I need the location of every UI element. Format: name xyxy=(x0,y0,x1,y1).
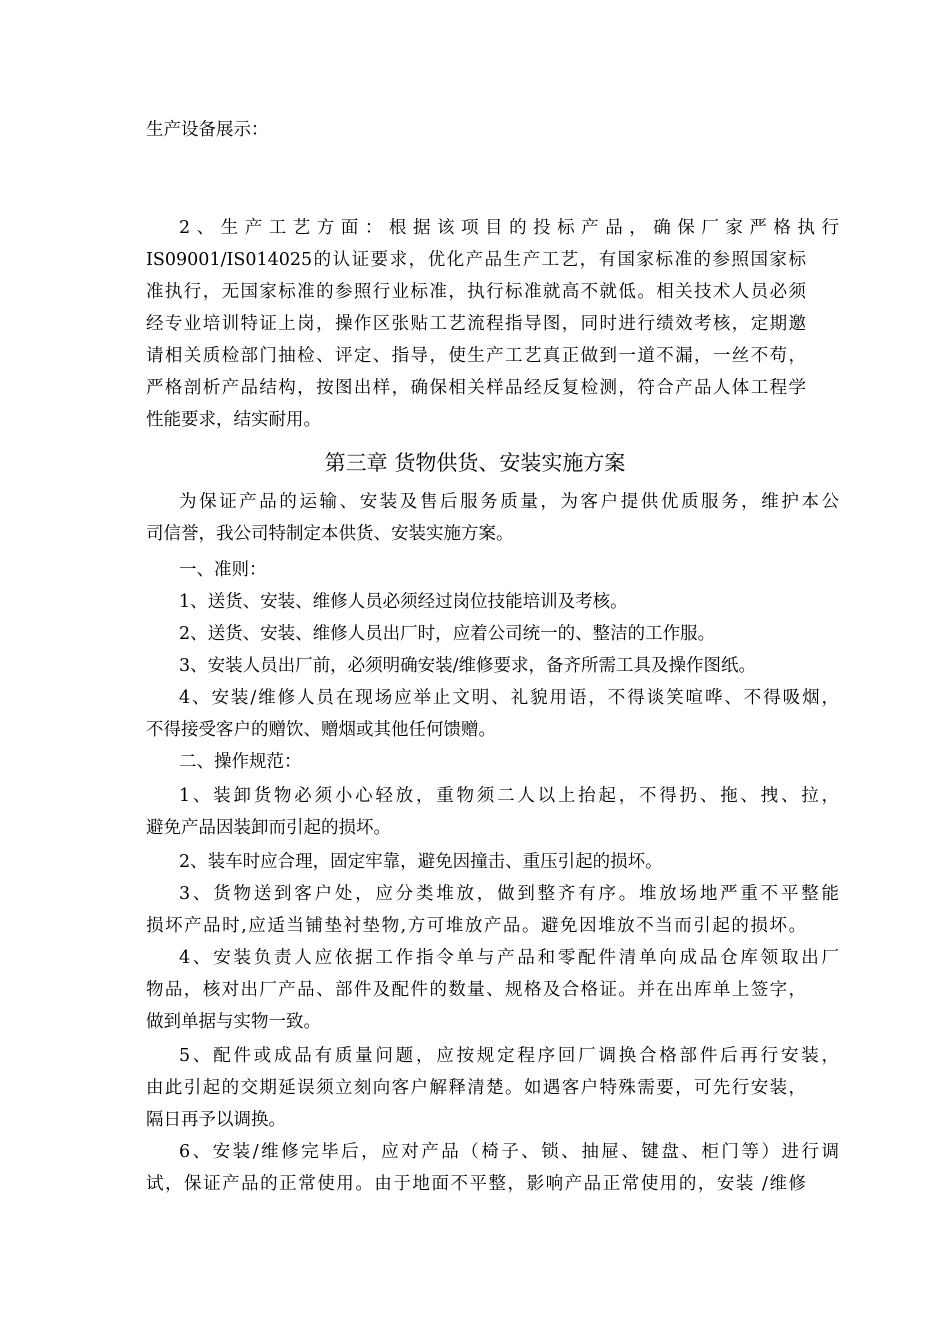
section-heading: 二、操作规范： xyxy=(179,752,302,772)
list-item: 4、安装负责人应依据工作指令单与产品和零配件清单向成品仓库领取出厂 xyxy=(179,948,839,968)
paragraph-line: 严格剖析产品结构，按图出样，确保相关样品经反复检测，符合产品人体工程学 xyxy=(146,378,806,398)
paragraph-line: 请相关质检部门抽检、评定、指导，使生产工艺真正做到一道不漏，一丝不苟， xyxy=(146,346,806,366)
list-item-continuation: 做到单据与实物一致。 xyxy=(146,1012,321,1032)
paragraph-line: 性能要求，结实耐用。 xyxy=(146,410,321,430)
list-item-continuation: 隔日再予以调换。 xyxy=(146,1110,286,1130)
list-item: 1、送货、安装、维修人员必须经过岗位技能培训及考核。 xyxy=(179,592,628,612)
list-item: 1、装卸货物必须小心轻放，重物须二人以上抬起，不得扔、拖、拽、拉， xyxy=(179,786,839,806)
list-item: 3、货物送到客户处，应分类堆放，做到整齐有序。堆放场地严重不平整能 xyxy=(179,884,839,904)
list-item: 2、送货、安装、维修人员出厂时，应着公司统一的、整洁的工作服。 xyxy=(179,624,716,644)
section-heading: 一、准则： xyxy=(179,560,267,580)
list-item-continuation: 避免产品因装卸而引起的损坏。 xyxy=(146,818,391,838)
list-item-continuation: 物品，核对出厂产品、部件及配件的数量、规格及合格证。并在出库单上签字， xyxy=(146,980,806,1000)
paragraph-line: 经专业培训特证上岗，操作区张贴工艺流程指导图，同时进行绩效考核，定期邀 xyxy=(146,314,806,334)
chapter-title: 第三章 货物供货、安装实施方案 xyxy=(324,451,626,475)
paragraph-line: 准执行，无国家标准的参照行业标准，执行标准就高不就低。相关技术人员必须 xyxy=(146,282,806,302)
list-item: 2、装车时应合理，固定牢靠，避免因撞击、重压引起的损坏。 xyxy=(179,852,663,872)
paragraph-line: 司信誉，我公司特制定本供货、安装实施方案。 xyxy=(146,524,514,544)
list-item: 6、安装/维修完毕后，应对产品（椅子、锁、抽屉、键盘、柜门等）进行调 xyxy=(179,1142,839,1162)
list-item-continuation: 由此引起的交期延误须立刻向客户解释清楚。如遇客户特殊需要，可先行安装， xyxy=(146,1078,806,1098)
list-item: 4、安装/维修人员在现场应举止文明、礼貌用语，不得谈笑喧哗、不得吸烟， xyxy=(179,688,839,708)
paragraph-line: IS09001/IS014025的认证要求，优化产品生产工艺，有国家标准的参照国家标 xyxy=(146,250,806,270)
list-item-continuation: 不得接受客户的赠饮、赠烟或其他任何馈赠。 xyxy=(146,720,496,740)
list-item: 3、安装人员出厂前，必须明确安装/维修要求，备齐所需工具及操作图纸。 xyxy=(179,656,757,676)
paragraph-line: 为保证产品的运输、安装及售后服务质量，为客户提供优质服务，维护本公 xyxy=(179,492,839,512)
list-item-continuation: 损坏产品时,应适当铺垫衬垫物,方可堆放产品。避免因堆放不当而引起的损坏。 xyxy=(146,916,806,936)
intro-line: 生产设备展示： xyxy=(146,120,269,140)
paragraph-line: 2、生产工艺方面：根据该项目的投标产品，确保厂家严格执行 xyxy=(179,218,839,238)
list-item: 5、配件或成品有质量问题，应按规定程序回厂调换合格部件后再行安装， xyxy=(179,1046,839,1066)
list-item-continuation: 试，保证产品的正常使用。由于地面不平整，影响产品正常使用的，安装 /维修 xyxy=(146,1174,806,1194)
